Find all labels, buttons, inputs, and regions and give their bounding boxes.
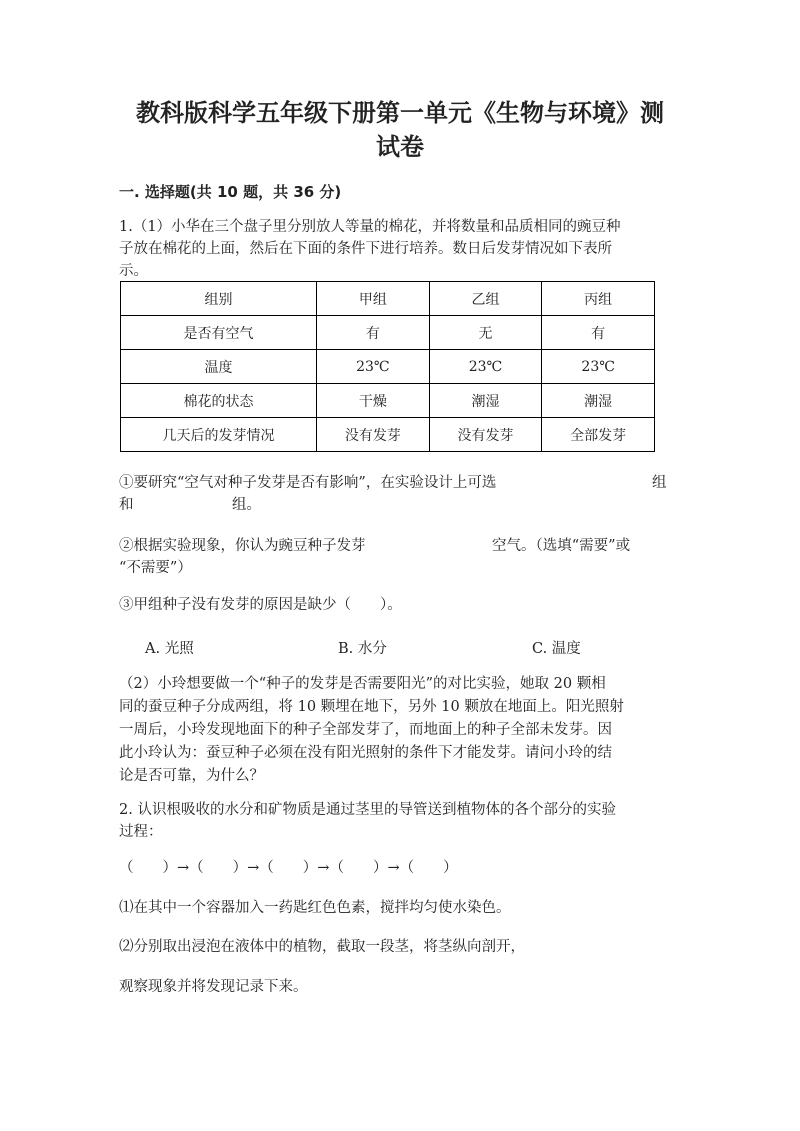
table-cell: 有 [317, 316, 430, 350]
table-cell: 23℃ [429, 350, 542, 384]
q1-part2-line5: 论是否可靠，为什么？ [119, 768, 264, 784]
table-cell: 甲组 [317, 282, 430, 316]
table-cell: 干燥 [317, 384, 430, 418]
q2-step2: ⑵分别取出浸泡在液体中的植物，截取一段茎，将茎纵向剖开， [119, 939, 525, 955]
q1-stem-line2: 子放在棉花的上面，然后在下面的条件下进行培养。数日后发芽情况如下表所 [119, 241, 612, 257]
page-title-line2: 试卷 [376, 133, 424, 161]
q1-part2-line2: 同的蚕豆种子分成两组，将 10 颗埋在地下，另外 10 颗放在地面上。阳光照射 [119, 699, 624, 715]
table-cell: 是否有空气 [121, 316, 317, 350]
table-cell: 23℃ [542, 350, 655, 384]
experiment-table [120, 281, 655, 452]
q2-step3: 观察现象并将发现记录下来。 [119, 979, 308, 995]
q1-stem-line3: 示。 [119, 263, 148, 279]
table-cell: 组别 [121, 282, 317, 316]
table-row [121, 350, 655, 384]
table-cell: 几天后的发芽情况 [121, 418, 317, 452]
section-heading: 一. 选择题(共 10 题，共 36 分) [119, 183, 342, 201]
q1-sub1-line1-end: 组 [652, 475, 667, 491]
q1-part2-line1: （2）小玲想要做一个“种子的发芽是否需要阳光”的对比实验，她取 20 颗相 [119, 676, 606, 692]
table-cell: 23℃ [317, 350, 430, 384]
table-cell: 潮湿 [429, 384, 542, 418]
q2-stem-line1: 2. 认识根吸收的水分和矿物质是通过茎里的导管送到植物体的各个部分的实验 [119, 802, 616, 818]
table-cell: 乙组 [429, 282, 542, 316]
q1-sub1-line2-end: 组。 [232, 497, 261, 513]
option-b: B. 水分 [338, 641, 387, 657]
q1-sub2-line1: ②根据实验现象，你认为豌豆种子发芽 [119, 538, 366, 554]
table-cell: 没有发芽 [429, 418, 542, 452]
q2-stem-line2: 过程： [119, 824, 163, 840]
q1-sub1-line1: ①要研究“空气对种子发芽是否有影响”，在实验设计上可选 [119, 475, 497, 491]
table-cell: 有 [542, 316, 655, 350]
q1-sub3: ③甲组种子没有发芽的原因是缺少（ ）。 [119, 597, 402, 613]
q1-sub2-line1-end: 空气。（选填“需要”或 [492, 538, 631, 554]
table-cell: 丙组 [542, 282, 655, 316]
table-cell: 全部发芽 [542, 418, 655, 452]
q2-step1: ⑴在其中一个容器加入一药匙红色色素，搅拌均匀使水染色。 [119, 900, 511, 916]
q1-part2-line4: 此小玲认为：蚕豆种子必须在没有阳光照射的条件下才能发芽。请问小玲的结 [119, 745, 612, 761]
table-cell: 温度 [121, 350, 317, 384]
option-a: A. 光照 [145, 641, 194, 657]
table-row [121, 384, 655, 418]
q1-part2-line3: 一周后，小玲发现地面下的种子全部发芽了，而地面上的种子全部未发芽。因 [119, 722, 612, 738]
table-cell: 棉花的状态 [121, 384, 317, 418]
table-row [121, 418, 655, 452]
table-row [121, 316, 655, 350]
table-row [121, 282, 655, 316]
q2-sequence: （ ）→（ ）→（ ）→（ ）→（ ） [119, 860, 458, 876]
option-c: C. 温度 [532, 641, 581, 657]
q1-stem-line1: 1.（1）小华在三个盘子里分别放人等量的棉花，并将数量和品质相同的豌豆种 [119, 219, 621, 235]
table-cell: 潮湿 [542, 384, 655, 418]
page-title-line1: 教科版科学五年级下册第一单元《生物与环境》测 [136, 99, 664, 127]
table-cell: 没有发芽 [317, 418, 430, 452]
q1-sub2-line2: “不需要”） [119, 560, 192, 576]
q1-sub1-line2: 和 [119, 497, 134, 513]
table-cell: 无 [429, 316, 542, 350]
